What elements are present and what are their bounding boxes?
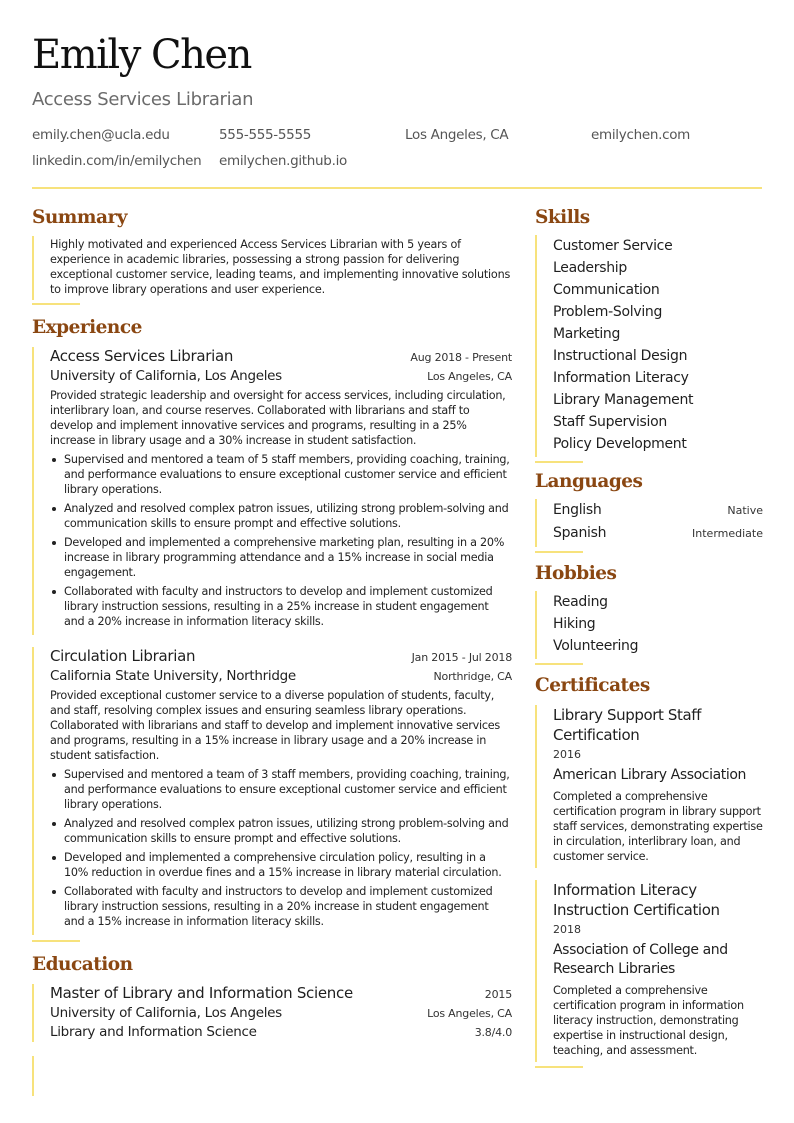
job-entry <box>32 347 512 635</box>
candidate-name: Emily Chen <box>32 32 251 78</box>
summary-heading: Summary <box>32 207 127 228</box>
job-bullet: Supervised and mentored a team of 3 staff members, providing coaching, training, and performance evaluations to ensure exceptional customer service and efficient library operations. <box>50 767 512 812</box>
job-bullet: Developed and implemented a comprehensive circulation policy, resulting in a 10% reduction in overdue fines and a 15% increase in library material circulation. <box>50 850 512 880</box>
certificates-section <box>535 673 763 1068</box>
certificate-entry <box>535 705 763 868</box>
skill-item: Library Management <box>553 392 694 408</box>
field-of-study: Library and Information Science <box>50 1024 257 1040</box>
experience-section <box>32 315 512 942</box>
languages-accent-line <box>535 551 583 553</box>
experience-accent-line <box>32 940 80 942</box>
skill-item: Communication <box>553 282 660 298</box>
certificates-heading: Certificates <box>535 675 650 696</box>
field-row <box>50 1024 512 1040</box>
hobby-item: Volunteering <box>553 638 639 654</box>
hobbies-section <box>535 561 763 665</box>
certificate-name: Information Literacy Instruction Certification <box>553 881 720 919</box>
summary-body <box>32 236 512 300</box>
job-header <box>50 647 512 665</box>
certificate-description: Completed a comprehensive certification program in library support staff services, demonstrating expertise in circulation, interlibrary loan, and customer service. <box>553 790 763 863</box>
job-description: Provided strategic leadership and oversight for access services, including circulation, interlibrary loan, and course reserves. Collaborated with librarians and staff to develop and implement innovative services and programs, resulting in a 25% increase in library usage and a 30% increase in student satisfaction. <box>50 389 506 447</box>
skill-item: Customer Service <box>553 238 673 254</box>
job-description: Provided exceptional customer service to a diverse population of students, faculty, and staff, resolving complex issues and ensuring seamless library operations. Collaborated with librarians and staff to develop and implement innovative services and programs, resulting in a 15% increase in library usage and a 20% increase in student satisfaction. <box>50 689 500 762</box>
github-link[interactable]: emilychen.github.io <box>219 153 347 169</box>
job-bullet: Developed and implemented a comprehensive marketing plan, resulting in a 20% increase in library programming attendance and a 15% increase in social media engagement. <box>50 535 512 580</box>
skills-accent-line <box>535 461 583 463</box>
skill-item: Instructional Design <box>553 348 688 364</box>
hobbies-accent-line <box>535 663 583 665</box>
location-text: Los Angeles, CA <box>405 127 509 143</box>
job-bullet: Analyzed and resolved complex patron issues, utilizing strong problem-solving and communication skills to ensure prompt and effective solutions. <box>50 501 512 531</box>
job-title: Access Services Librarian <box>50 347 234 365</box>
summary-accent-line <box>32 303 80 305</box>
language-name: Spanish <box>553 525 607 541</box>
hobbies-list <box>535 591 763 659</box>
certificate-entry <box>535 880 763 1062</box>
hobbies-heading: Hobbies <box>535 563 617 584</box>
summary-text: Highly motivated and experienced Access Services Librarian with 5 years of experience in academic libraries, possessing a strong passion for delivering exceptional customer service, leading teams, and implementing innovative solutions to improve library operations and user experience. <box>50 238 511 296</box>
job-subheader <box>50 668 512 684</box>
language-name: English <box>553 502 602 518</box>
school-row <box>50 1005 512 1021</box>
hobby-item: Reading <box>553 594 608 610</box>
education-heading: Education <box>32 954 133 975</box>
side-column <box>535 205 763 1068</box>
job-subheader <box>50 368 512 384</box>
certificate-name: Library Support Staff Certification <box>553 706 702 744</box>
certificate-year: 2018 <box>553 923 581 936</box>
job-organization: University of California, Los Angeles <box>50 368 282 384</box>
skill-item: Leadership <box>553 260 627 276</box>
certificate-issuer: Association of College and Research Libraries <box>553 942 728 977</box>
job-header <box>50 347 512 365</box>
job-location: Northridge, CA <box>433 670 512 683</box>
header-divider <box>32 187 762 189</box>
language-row <box>553 522 763 545</box>
experience-heading: Experience <box>32 317 142 338</box>
job-dates: Jan 2015 - Jul 2018 <box>411 651 512 664</box>
job-bullets <box>50 767 512 929</box>
certificate-description: Completed a comprehensive certification program in information literacy instruction, demonstrating expertise in instructional design, teaching, and assessment. <box>553 984 744 1057</box>
summary-section <box>32 205 512 305</box>
certificate-issuer: American Library Association <box>553 767 746 783</box>
skill-item: Marketing <box>553 326 621 342</box>
school-location: Los Angeles, CA <box>427 1007 512 1020</box>
education-accent-line <box>32 1056 34 1096</box>
degree-name: Master of Library and Information Science <box>50 984 353 1002</box>
languages-heading: Languages <box>535 471 643 492</box>
email-link[interactable]: emily.chen@ucla.edu <box>32 127 170 143</box>
job-entry <box>32 647 512 935</box>
job-bullet: Supervised and mentored a team of 5 staff members, providing coaching, training, and performance evaluations to ensure exceptional customer service and efficient library operations. <box>50 452 512 497</box>
degree-row <box>50 984 512 1002</box>
job-location: Los Angeles, CA <box>427 370 512 383</box>
job-title: Circulation Librarian <box>50 647 196 665</box>
hobby-item: Hiking <box>553 616 596 632</box>
certificate-year: 2016 <box>553 748 581 761</box>
skill-item: Problem-Solving <box>553 304 663 320</box>
skill-item: Staff Supervision <box>553 414 667 430</box>
education-section <box>32 952 512 1096</box>
skill-item: Policy Development <box>553 436 687 452</box>
gpa-value: 3.8/4.0 <box>474 1026 512 1039</box>
linkedin-link[interactable]: linkedin.com/in/emilychen <box>32 153 202 169</box>
languages-list <box>535 499 763 547</box>
certificates-accent-line <box>535 1066 583 1068</box>
job-bullet: Analyzed and resolved complex patron issues, utilizing strong problem-solving and communication skills to ensure prompt and effective solutions. <box>50 816 512 846</box>
job-organization: California State University, Northridge <box>50 668 296 684</box>
website-link[interactable]: emilychen.com <box>591 127 691 143</box>
job-bullets <box>50 452 512 629</box>
job-bullet: Collaborated with faculty and instructors to develop and implement customized library instruction sessions, resulting in a 25% increase in student engagement and a 20% increase in information literacy skills. <box>50 584 512 629</box>
phone-text: 555-555-5555 <box>219 127 312 143</box>
skill-item: Information Literacy <box>553 370 689 386</box>
skills-list <box>535 235 763 457</box>
language-level: Native <box>727 504 763 517</box>
main-column <box>32 205 512 1096</box>
language-row <box>553 499 763 522</box>
degree-year: 2015 <box>484 988 512 1001</box>
job-bullet: Collaborated with faculty and instructors to develop and implement customized library instruction sessions, resulting in a 20% increase in student engagement and a 15% increase in information literacy skills. <box>50 884 512 929</box>
skills-section <box>535 205 763 463</box>
education-entry <box>32 984 512 1042</box>
job-dates: Aug 2018 - Present <box>410 351 512 364</box>
school-name: University of California, Los Angeles <box>50 1005 282 1021</box>
languages-section <box>535 469 763 553</box>
language-level: Intermediate <box>692 527 763 540</box>
candidate-role: Access Services Librarian <box>32 89 254 110</box>
skills-heading: Skills <box>535 207 590 228</box>
